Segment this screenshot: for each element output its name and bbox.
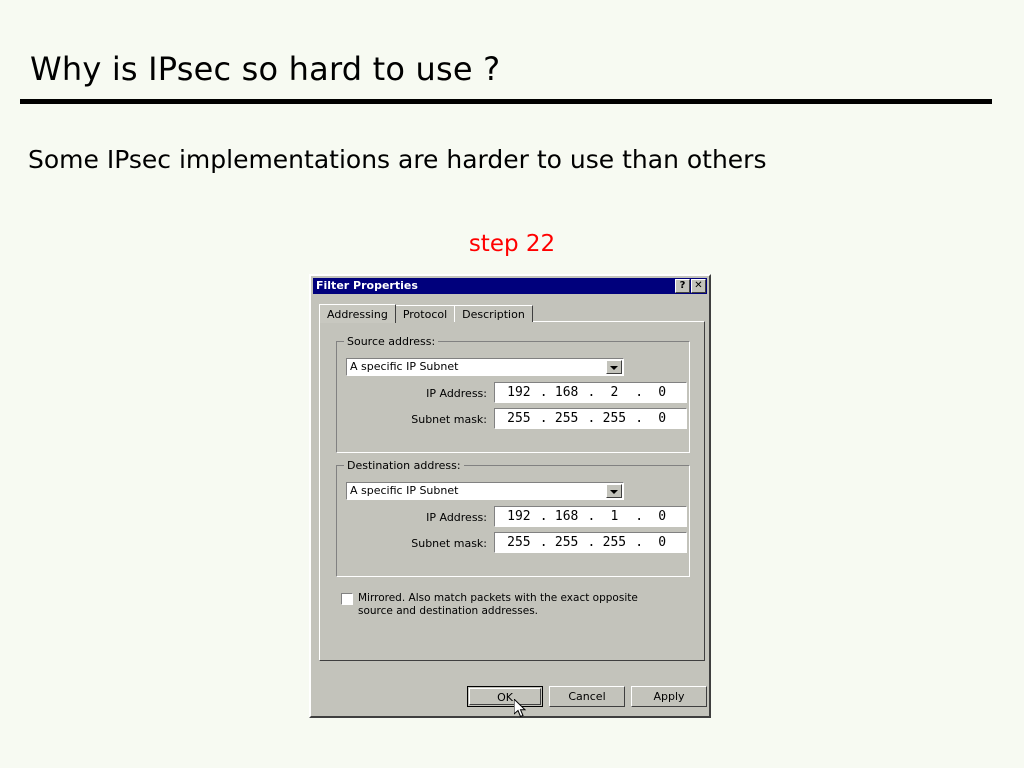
cancel-button[interactable]: Cancel bbox=[549, 686, 625, 707]
filter-properties-dialog bbox=[309, 274, 711, 718]
source-mask-octet-4[interactable]: . 0 bbox=[638, 411, 686, 426]
mirrored-checkbox-label bbox=[358, 592, 668, 618]
destination-mask-octet-1[interactable]: 255 bbox=[507, 535, 531, 550]
source-subnet-mask-field[interactable] bbox=[494, 408, 687, 429]
dialog-title: Filter Properties bbox=[316, 279, 418, 292]
mirrored-label-line1: Mirrored. Also match packets with the exact opposite source and bbox=[358, 592, 638, 617]
destination-address-type-combo[interactable] bbox=[346, 482, 624, 500]
tab-addressing[interactable]: Addressing bbox=[319, 304, 396, 323]
source-ip-octet-2[interactable]: . 168 bbox=[543, 385, 591, 400]
mouse-cursor-icon bbox=[514, 699, 528, 719]
tabstrip bbox=[319, 304, 532, 322]
chevron-down-icon[interactable] bbox=[606, 484, 622, 498]
destination-subnet-mask-label: Subnet mask: bbox=[411, 537, 487, 550]
mirrored-checkbox[interactable] bbox=[341, 593, 353, 605]
destination-subnet-mask-field[interactable] bbox=[494, 532, 687, 553]
title-divider bbox=[20, 99, 992, 104]
source-address-type-combo[interactable] bbox=[346, 358, 624, 376]
source-mask-octet-2[interactable]: . 255 bbox=[543, 411, 591, 426]
source-address-group-label: Source address: bbox=[344, 335, 438, 348]
source-ip-octet-1[interactable]: 192 bbox=[507, 385, 531, 400]
tab-description[interactable]: Description bbox=[454, 305, 533, 322]
destination-mask-octet-2[interactable]: . 255 bbox=[543, 535, 591, 550]
chevron-down-icon[interactable] bbox=[606, 360, 622, 374]
tab-page-addressing bbox=[319, 321, 705, 661]
dialog-titlebar[interactable] bbox=[313, 278, 707, 294]
destination-ip-octet-3[interactable]: . 1 bbox=[591, 509, 639, 524]
mirrored-label-line2: destination addresses. bbox=[419, 605, 539, 617]
source-ip-address-field[interactable] bbox=[494, 382, 687, 403]
destination-ip-octet-1[interactable]: 192 bbox=[507, 509, 531, 524]
destination-mask-octet-3[interactable]: . 255 bbox=[591, 535, 639, 550]
source-address-type-value: A specific IP Subnet bbox=[350, 360, 459, 373]
source-ip-octet-3[interactable]: . 2 bbox=[591, 385, 639, 400]
ok-button[interactable] bbox=[467, 686, 543, 707]
destination-ip-address-field[interactable] bbox=[494, 506, 687, 527]
destination-address-group-label: Destination address: bbox=[344, 459, 464, 472]
destination-ip-octet-4[interactable]: . 0 bbox=[638, 509, 686, 524]
tab-protocol[interactable]: Protocol bbox=[395, 305, 455, 322]
source-subnet-mask-label: Subnet mask: bbox=[411, 413, 487, 426]
source-address-group bbox=[336, 335, 690, 453]
step-label: step 22 bbox=[468, 231, 556, 257]
source-mask-octet-1[interactable]: 255 bbox=[507, 411, 531, 426]
page-title: Why is IPsec so hard to use ? bbox=[30, 50, 501, 88]
destination-ip-octet-2[interactable]: . 168 bbox=[543, 509, 591, 524]
destination-ip-address-label: IP Address: bbox=[426, 511, 487, 524]
destination-address-group bbox=[336, 459, 690, 577]
destination-address-type-value: A specific IP Subnet bbox=[350, 484, 459, 497]
source-ip-address-label: IP Address: bbox=[426, 387, 487, 400]
source-ip-octet-4[interactable]: . 0 bbox=[638, 385, 686, 400]
help-icon[interactable]: ? bbox=[675, 279, 690, 293]
mirrored-checkbox-row[interactable] bbox=[341, 592, 668, 618]
slide-body-text: Some IPsec implementations are harder to use than others bbox=[28, 145, 767, 174]
ok-button-label: OK bbox=[469, 688, 541, 705]
destination-mask-octet-4[interactable]: . 0 bbox=[638, 535, 686, 550]
apply-button[interactable]: Apply bbox=[631, 686, 707, 707]
close-icon[interactable]: ✕ bbox=[691, 279, 706, 293]
source-mask-octet-3[interactable]: . 255 bbox=[591, 411, 639, 426]
